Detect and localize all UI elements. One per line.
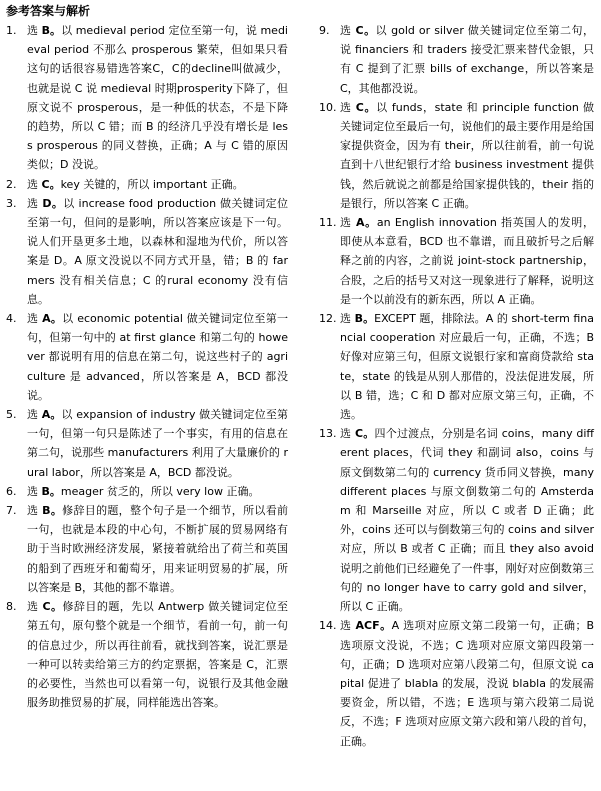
answer-item-3 bbox=[6, 194, 288, 309]
item-answer: C。 bbox=[355, 100, 377, 114]
answer-item-8 bbox=[6, 597, 288, 712]
item-prefix: 选 bbox=[340, 24, 356, 37]
answer-item-13 bbox=[319, 424, 594, 616]
item-number: 11. bbox=[319, 216, 337, 230]
item-explanation: 以 increase food production 做关键词定位至第一句，但问的是影响，所以答案应该是下一句。说人们开垦更多土地，以森林和湿地为代价，所以答案是 D。A 原文没说以不同方式开垦，错；B 的 farmers 没有相关信息；C 的rural economy 没有信息。 bbox=[27, 196, 288, 306]
answer-item-9 bbox=[319, 21, 594, 98]
item-answer: C。 bbox=[41, 177, 61, 191]
item-number: 14. bbox=[319, 619, 337, 633]
item-answer: B。 bbox=[41, 24, 62, 37]
item-prefix: 选 bbox=[340, 619, 356, 633]
item-prefix: 选 bbox=[340, 427, 355, 441]
item-prefix: 选 bbox=[27, 408, 42, 422]
item-number: 9. bbox=[319, 24, 330, 37]
item-answer: C。 bbox=[42, 600, 63, 614]
answer-item-5 bbox=[6, 405, 288, 482]
item-number: 4. bbox=[6, 312, 17, 326]
item-answer: A。 bbox=[42, 312, 63, 326]
answer-item-12 bbox=[319, 309, 594, 424]
item-number: 10. bbox=[319, 100, 337, 114]
item-explanation: 以 expansion of industry 做关键词定位至第一句，但第一句只是陈述了一个事实，有用的信息在第二句，说那些 manufacturers 利用了大量廉价的 rural labor，所以答案是 A，BCD 都没说。 bbox=[27, 408, 289, 479]
item-prefix: 选 bbox=[27, 504, 43, 518]
item-answer: D。 bbox=[42, 196, 64, 210]
page-title: 参考答案与解析 bbox=[6, 4, 91, 18]
item-explanation: 修辞目的题，先以 Antwerp 做关键词定位至第五句，原句整个就是一个细节，看前一句，前一句的信息过少，所以再往前看，就找到答案，说汇票是一种可以转卖给第三方的约定票据，答案是 C，汇票的必要性，当然也可以看第一句，说银行及其他金融服务助推贸易的扩展，同样能选出答案。 bbox=[27, 600, 288, 710]
item-explanation: an English innovation 指英国人的发明，即使从本意看，BCD 也不靠谱，而且破折号之后解释之前的内容，之前说 joint-stock partnership，合股，之后的括号又对这一现象进行了解释，说明这是一个以前没有的新东西，所以 A 正确。 bbox=[340, 216, 595, 306]
item-prefix: 选 bbox=[340, 100, 356, 114]
item-answer: C。 bbox=[355, 24, 376, 37]
item-prefix: 选 bbox=[340, 312, 355, 326]
item-number: 6. bbox=[6, 484, 17, 498]
answer-item-10 bbox=[319, 98, 594, 213]
item-number: 1. bbox=[6, 24, 17, 37]
item-answer: B。 bbox=[41, 484, 61, 498]
item-explanation: A 选项对应原文第二段第一句，正确；B 选项原文没说，不选；C 选项对应原文第四段第一句，正确；D 选项对应第八段第二句，但原文说 capital 促进了 blabla 的发展，没说 blabla 的发展需要资金，所以错，不选；E 选项与第六段第二局说反，不选；F 选项对应原文第六段和第八段的首句，正确。 bbox=[340, 619, 594, 748]
answer-item-6 bbox=[6, 482, 288, 501]
item-explanation: 四个过渡点，分别是名词 coins，many different places，代词 they 和副词 also，coins 与原文倒数第二句的 currency 货币同义替换，many different places 与原文倒数第二句的 Amsterdam 和 Marseille 对应，所以 C 或者 D 正确；此外，coins 还可以与倒数第三句的 coins and silver 对应，所以 B 或者 C 正确；而且 they also avoid 说明之前他们已经避免了一件事，刚好对应倒数第三句的 no longer have to carry gold and silver，所以 C 正确。 bbox=[340, 427, 594, 614]
item-answer: C。 bbox=[354, 427, 375, 441]
item-number: 8. bbox=[6, 600, 17, 614]
answer-item-4 bbox=[6, 309, 288, 405]
item-number: 3. bbox=[6, 196, 17, 210]
item-answer: A。 bbox=[41, 408, 62, 422]
item-number: 12. bbox=[319, 312, 337, 326]
answer-item-11 bbox=[319, 213, 594, 309]
item-number: 2. bbox=[6, 177, 17, 191]
item-prefix: 选 bbox=[27, 177, 42, 191]
item-explanation: key 关键的，所以 important 正确。 bbox=[60, 177, 244, 191]
item-number: 13. bbox=[319, 427, 337, 441]
item-number: 5. bbox=[6, 408, 17, 422]
right-column bbox=[319, 21, 594, 751]
item-prefix: 选 bbox=[27, 196, 43, 210]
item-explanation: 以 medieval period 定位至第一句，说 medieval period 不那么 prosperous 繁荣，但如果只看这句的话很容易错选答案C，C的decline叫做减少，也就是说 C 说 medieval 时期prosperity下降了，但原文说不 prosperous，是一种低的状态，不是下降的趋势，所以 C 错；而 B 的经济几乎没有增长是 less prosperous 的同义替换，正确；A 与 C 错的原因类似；D 没说。 bbox=[27, 24, 288, 172]
item-explanation: 以 gold or silver 做关键词定位至第二句，说 financiers 和 traders 接受汇票来替代金银，只有 C 提到了汇票 bills of exchange，所以答案是 C，其他都没说。 bbox=[340, 24, 594, 95]
item-prefix: 选 bbox=[340, 216, 356, 230]
item-answer: A。 bbox=[355, 216, 377, 230]
item-prefix: 选 bbox=[27, 484, 42, 498]
item-answer: B。 bbox=[354, 312, 375, 326]
item-prefix: 选 bbox=[27, 600, 43, 614]
item-prefix: 选 bbox=[27, 312, 43, 326]
item-explanation: 以 funds，state 和 principle function 做关键词定位至最后一句，说他们的最主要作用是给国家提供资金，因为有 their，所以往前看，前一句说直到十八世纪银行才给 business investment 提供钱，然后就说之前都是给国家提供钱的，their 指的是银行，所以答案 C 正确。 bbox=[340, 100, 594, 210]
answer-item-14 bbox=[319, 616, 594, 750]
item-explanation: meager 贫乏的，所以 very low 正确。 bbox=[60, 484, 260, 498]
item-prefix: 选 bbox=[27, 24, 42, 37]
item-explanation: 以 economic potential 做关键词定位至第一句，但第一句中的 at first glance 和第二句的 however 都说明有用的信息在第二句，说这些村子的 agriculture 是 advanced，所以答案是 A，BCD 都没说。 bbox=[27, 312, 288, 402]
answer-item-1 bbox=[6, 21, 288, 175]
item-answer: ACF。 bbox=[355, 619, 392, 633]
item-number: 7. bbox=[6, 504, 17, 518]
item-answer: B。 bbox=[42, 504, 63, 518]
left-column bbox=[6, 21, 288, 712]
answer-item-7 bbox=[6, 501, 288, 597]
item-explanation: EXCEPT 题，排除法。A 的 short-term financial cooperation 对应最后一句，正确，不选；B 好像对应第三句，但原文说银行家和富商贷款给 state，state 的钱是从别人那借的，没法促进发展，所以 B 错，选；C 和 D 都对应原文第三句，正确，不选。 bbox=[340, 312, 594, 422]
item-explanation: 修辞目的题，整个句子是一个细节，所以看前一句，也就是本段的中心句，不断扩展的贸易网络有助于当时欧洲经济发展，紧接着就给出了荷兰和英国的船到了西班牙和葡萄牙，用来证明贸易的扩展，所以答案是 B，其他的都不靠谱。 bbox=[27, 504, 289, 594]
answer-item-2 bbox=[6, 175, 288, 194]
